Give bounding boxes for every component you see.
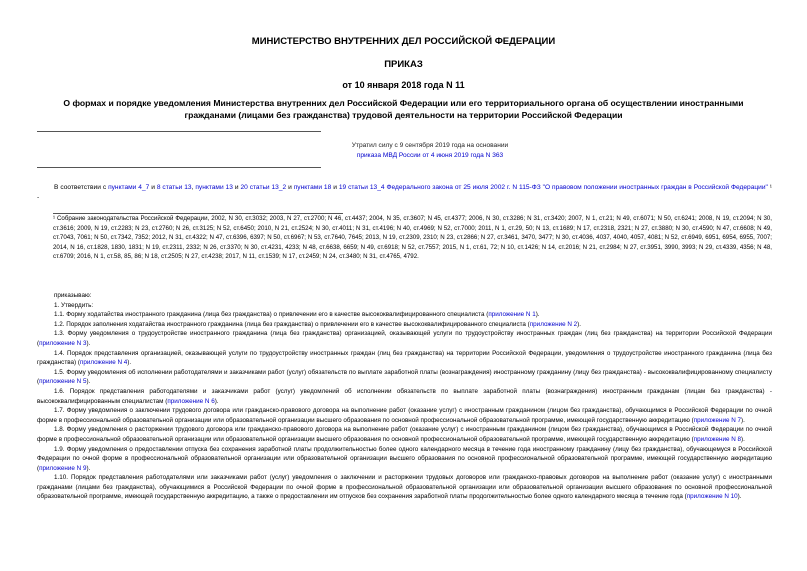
item-text: ). <box>214 397 219 405</box>
item-text: 1.5. Форму уведомления об исполнении работодателями и заказчиками работ (услуг) обязательств по выплате заработной платы (вознаграждения) иностранному гражданину (лицу без гражданства) - высококвалифицированному специалисту ( <box>37 368 772 386</box>
basis-link[interactable]: пунктами 13 <box>195 184 233 191</box>
appendix-link[interactable]: приложение N 9 <box>39 464 87 472</box>
appendix-link[interactable]: приложение N 6 <box>167 397 215 405</box>
order-items <box>37 291 772 502</box>
order-item <box>37 425 772 444</box>
lost-force-text: Утратил силу с 9 сентября 2019 года на основании <box>351 142 509 149</box>
basis-text: ¹ - <box>37 184 772 201</box>
order-item <box>37 473 772 502</box>
appendix-link[interactable]: приложение N 4 <box>79 359 128 367</box>
item-text: 1.2. Порядок заполнения ходатайства иностранного гражданина (лица без гражданства) о привлечении его в качестве высококвалифицированного специалиста ( <box>54 320 530 328</box>
divider-top <box>37 131 321 132</box>
item-text: 1. Утвердить: <box>54 301 94 309</box>
lost-force-note <box>320 141 540 161</box>
basis-text: и <box>149 184 157 191</box>
appendix-link[interactable]: приложение N 3 <box>39 339 87 347</box>
order-item <box>37 329 772 348</box>
basis-text: В соответствии с <box>54 184 109 191</box>
item-text: ). <box>741 435 745 443</box>
item-text: 1.3. Форму уведомления о трудоустройстве иностранного гражданина (лица без гражданства) организацией, оказывающей услуги по трудоустройству иностранных граждан (лиц без гражданства) на территории Российской Федерации ( <box>37 330 772 347</box>
item-text: 1.10. Порядок представления работодателями или заказчиками работ (услуг) уведомления о заключении и расторжении трудовых договоров или гражданско-правовых договоров на выполнение работ (оказание услуг) с иностранными гражданами (лицами без гражданства), обучающимися в Российской Федерации по очной форме в профессиональной образовательной организации или образовательной организации высшего образования по основной профессиональной образовательной программе, имеющей государственную аккредитацию, а также о предоставлении им отпусков без сохранения заработной платы продолжительностью более одного календарного месяца в течение года ( <box>37 474 772 501</box>
order-item <box>37 387 772 406</box>
document-title: О формах и порядке уведомления Министерства внутренних дел Российской Федерации или его территориального органа об осуществлении иностранными гражданами (лицами без гражданства) трудовой деятельности на территории Российской Федерации <box>63 98 744 120</box>
order-item <box>37 368 772 387</box>
basis-text: и <box>331 184 339 191</box>
item-text: 1.7. Форму уведомления о заключении трудового договора или гражданско-правового договора на выполнение работ (оказание услуг) с иностранным гражданином (лицом без гражданства), обучающимся в Российской Федерации по очной форме в профессиональной образовательной организации или образовательной организации высшего образования по основной профессиональной образовательной программе, имеющей государственную аккредитацию ( <box>37 407 772 424</box>
order-item <box>37 301 772 311</box>
item-text: приказываю: <box>54 292 92 299</box>
item-text: ). <box>737 493 742 501</box>
item-text: ). <box>535 311 540 319</box>
order-item <box>37 291 772 301</box>
basis-text: , <box>191 184 196 191</box>
basis-link[interactable]: пунктами 18 <box>293 184 332 191</box>
order-item <box>37 349 772 368</box>
basis-link[interactable]: пунктами 4_7 <box>108 184 150 191</box>
appendix-link[interactable]: приложение N 10 <box>686 493 738 501</box>
order-item <box>37 310 772 320</box>
appendix-link[interactable]: приложение N 5 <box>39 378 87 386</box>
item-text: ). <box>577 320 581 328</box>
divider-bottom <box>37 167 321 168</box>
basis-link[interactable]: 20 статьи 13_2 <box>240 184 287 191</box>
item-text: 1.9. Форму уведомления о предоставлении отпуска без сохранения заработной платы продолжительностью более одного календарного месяца в течение года иностранному гражданину (лицу без гражданства), обучающемуся в Российской Федерации по очной форме в профессиональной образовательной организации или образовательной организации высшего образования по основной профессиональной образовательной программе, имеющей государственную аккредитацию ( <box>37 445 772 472</box>
order-item <box>37 320 772 330</box>
order-item <box>37 445 772 474</box>
order-item <box>37 406 772 425</box>
order-date: от 10 января 2018 года N 11 <box>342 80 465 90</box>
basis-link[interactable]: 8 статьи 13 <box>156 184 192 191</box>
item-text: ). <box>86 464 91 472</box>
item-text: 1.6. Порядок представления работодателями и заказчиками работ (услуг) уведомлений об исполнении обязательств по выплате заработной платы (вознаграждения) иностранным гражданам (лицам без гражданства) - высококвалифицированным специалистам ( <box>37 387 772 405</box>
item-text: ). <box>741 416 745 424</box>
basis-text: и <box>232 184 241 191</box>
appendix-link[interactable]: приложение N 8 <box>693 435 742 443</box>
appendix-link[interactable]: приложение N 1 <box>488 311 536 319</box>
basis-text: и <box>286 184 294 191</box>
order-heading: ПРИКАЗ <box>384 59 423 70</box>
item-text: ). <box>127 359 132 367</box>
item-text: 1.1. Форму ходатайства иностранного гражданина (лица без гражданства) о привлечении его в качестве высококвалифицированного специалиста ( <box>54 311 489 319</box>
item-text: 1.4. Порядок представления организацией, оказывающей услуги по трудоустройству иностранных граждан (лиц без гражданства) на территории Российской Федерации, уведомления о трудоустройстве иностранного гражданина (лица без гражданства) ( <box>37 349 772 367</box>
item-text: ). <box>86 339 91 347</box>
lost-force-link[interactable]: приказа МВД России от 4 июня 2019 года N 363 <box>356 152 504 159</box>
appendix-link[interactable]: приложение N 7 <box>693 416 742 424</box>
basis-paragraph <box>37 183 772 203</box>
basis-link[interactable]: 19 статьи 13_4 Федерального закона от 25 июля 2002 г. N 115-ФЗ "О правовом положении иностранных граждан в Российской Федерации" <box>338 184 768 191</box>
item-text: ). <box>86 378 91 386</box>
item-text: 1.8. Форму уведомления о расторжении трудового договора или гражданско-правового договора на выполнение работ (оказание услуг) с иностранным гражданином (лицом без гражданства), обучающимся в Российской Федерации по очной форме в профессиональной образовательной организации или образовательной организации высшего образования по основной профессиональной образовательной программе, имеющей государственную аккредитацию ( <box>37 426 772 443</box>
ministry-heading: МИНИСТЕРСТВО ВНУТРЕННИХ ДЕЛ РОССИЙСКОЙ ФЕДЕРАЦИИ <box>251 36 556 47</box>
footnote: ¹ Собрание законодательства Российской Федерации, 2002, N 30, ст.3032; 2003, N 27, ст.2700; N 46, ст.4437; 2004, N 35, ст.3607; N 45, ст.4377; 2006, N 30, ст.3286; N 31, ст.3420; 2007, N 1, ст.21; N 49, ст.6071; N 50, ст.6241; 2008, N 19, ст.2094; N 30, ст.3616; 2009, N 19, ст.2283; N 23, ст.2760; N 26, ст.3125; N 52, ст.6450; 2010, N 21, ст.2524; N 30, ст.4011; N 31, ст.4196; N 40, ст.4969; N 52, ст.7000; 2011, N 1, ст.29, 50; N 13, ст.1689; N 17, ст.2318, 2321; N 27, ст.3880; N 30, ст.4590; N 47, ст.6608; N 49, ст.7043, 7061; N 50, ст.7342, 7352; 2012, N 31, ст.4322; N 47, ст.6396, 6397; N 50, ст.6967; N 53, ст.7640, 7645; 2013, N 19, ст.2309, 2310; N 23, ст.2866; N 27, ст.3461, 3470, 3477; N 30, ст.4036, 4037, 4040, 4057, 4081; N 52, ст.6949, 6951, 6954, 6955, 7007; 2014, N 16, ст.1828, 1830, 1831; N 19, ст.2311, 2332; N 26, ст.3370; N 30, ст.4231, 4233; N 48, ст.6638, 6659; N 49, ст.6918; N 52, ст.7557; 2015, N 1, ст.61, 72; N 10, ст.1426; N 14, ст.2016; N 21, ст.2984; N 27, ст.3951, 3990, 3993; N 29, ст.4339, 4356; N 48, ст.6709; 2016, N 1, ст.58, 85, 86; N 18, ст.2505; N 27, ст.4238; 2017, N 11, ст.1539; N 17, ст.2459; N 24, ст.3480; N 31, ст.4765, 4792. <box>53 215 772 261</box>
appendix-link[interactable]: приложение N 2 <box>529 320 578 328</box>
